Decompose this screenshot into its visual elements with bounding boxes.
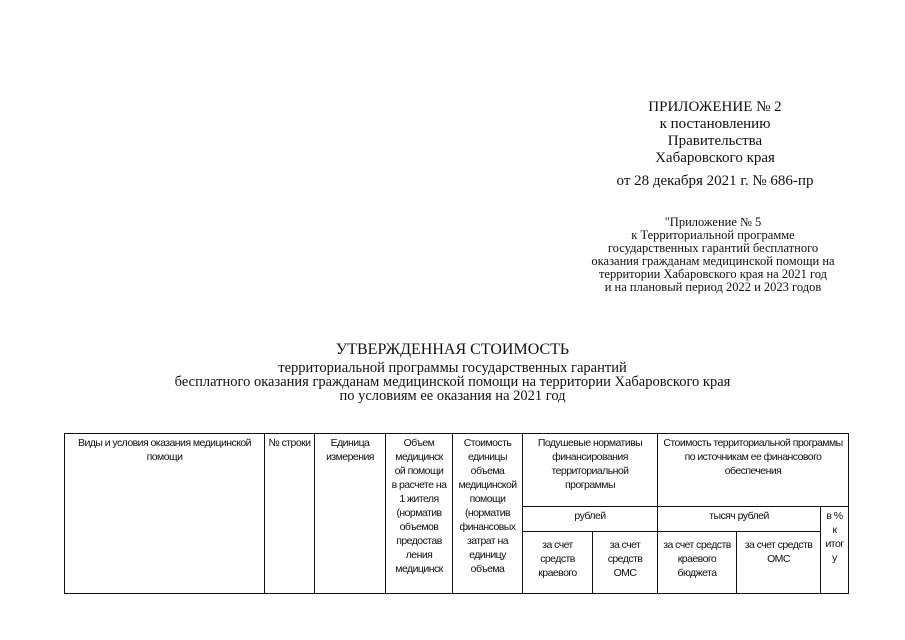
header-text: (норматив [464,507,511,519]
appendix-date: от 28 декабря 2021 г. № 686-пр [616,173,814,189]
header-text: средств [607,553,643,565]
header-volume [386,434,453,594]
header-text: Стоимость территориальной программы [663,437,843,449]
subtitle-line: территориальной программы государственных гарантий [278,360,627,376]
header-text: медицинск [395,451,443,463]
header-text: у [832,552,837,564]
reference-line: оказания гражданам медицинской помощи на [591,254,835,268]
appendix-line: Правительства [667,133,763,149]
header-text: ления [405,549,433,561]
header-program-cost [658,434,849,507]
header-text: единицу [469,549,506,561]
header-text: предостав [396,535,442,547]
header-text: помощи [469,493,506,505]
header-text: краевого [677,553,717,565]
header-text: измерения [326,451,374,463]
header-text: ой помощи [394,465,444,477]
reference-line: и на плановый период 2022 и 2023 годов [604,280,822,294]
header-text: 1 жителя [399,493,439,505]
header-text: Объем [403,437,435,449]
reference-line: государственных гарантий бесплатного [607,241,819,255]
header-text: за счет средств [663,539,731,551]
header-regional-budget-per-capita [523,532,593,594]
header-text: единицы [468,451,507,463]
header-text: Единица [330,437,370,449]
header-text: территориальной [551,465,629,477]
appendix-title: ПРИЛОЖЕНИЕ № 2 [648,99,782,115]
header-oms-per-capita [593,532,658,594]
header-regional-budget-total [658,532,737,594]
document-subtitle [100,361,805,403]
appendix-line: к постановлению [659,116,771,132]
header-text: объема [470,465,505,477]
header-text: в % [826,510,843,522]
header-unit [315,434,386,594]
header-text: № строки [268,437,311,449]
header-text: финансовых [459,521,516,533]
header-care-types [65,434,265,594]
header-percent [821,507,849,594]
header-thousand-rubles [658,507,821,532]
appendix-header [600,99,830,190]
header-per-capita [523,434,658,507]
header-text: (норматив [396,507,442,519]
appendix-reference [578,216,848,294]
header-text: за счет [542,539,573,551]
header-text: тысяч рублей [709,510,769,522]
header-text: за счет средств [744,539,813,551]
header-text: затрат на [466,535,509,547]
header-text: за счет [609,539,641,551]
header-text: медицинской [458,479,517,491]
header-text: помощи [146,451,183,463]
header-text: обеспечения [724,465,782,477]
header-unit-cost [453,434,523,594]
header-text: рублей [574,510,606,522]
header-text: объема [470,563,505,575]
cost-table [64,433,849,594]
header-text: средств [540,553,575,565]
header-row-number [265,434,315,594]
appendix-line: Хабаровского края [655,150,775,166]
header-text: Подушевые нормативы [537,437,643,449]
header-text: к [832,524,837,536]
header-text: объемов [399,521,439,533]
reference-line: "Приложение № 5 [664,215,762,229]
reference-line: территории Хабаровского края на 2021 год [598,267,828,281]
header-text: ОМС [613,567,637,579]
header-text: краевого [538,567,577,579]
header-text: Виды и условия оказания медицинской [78,437,251,449]
document-title: УТВЕРЖДЕННАЯ СТОИМОСТЬ [335,341,570,358]
header-rubles [523,507,658,532]
subtitle-line: бесплатного оказания гражданам медицинской помощи на территории Хабаровского края [174,374,731,390]
header-text: программы [565,479,615,491]
header-text: финансирования [552,451,628,463]
reference-line: к Территориальной программе [631,228,795,242]
header-text: Стоимость [463,437,512,449]
header-text: ОМС [767,553,790,565]
header-oms-total [737,532,821,594]
header-text: итог [825,538,844,550]
header-text: медицинск [395,563,443,575]
header-text: по источникам ее финансового [684,451,822,463]
subtitle-line: по условиям ее оказания на 2021 год [339,388,566,404]
header-text: в расчете на [391,479,447,491]
header-text: бюджета [677,567,717,579]
